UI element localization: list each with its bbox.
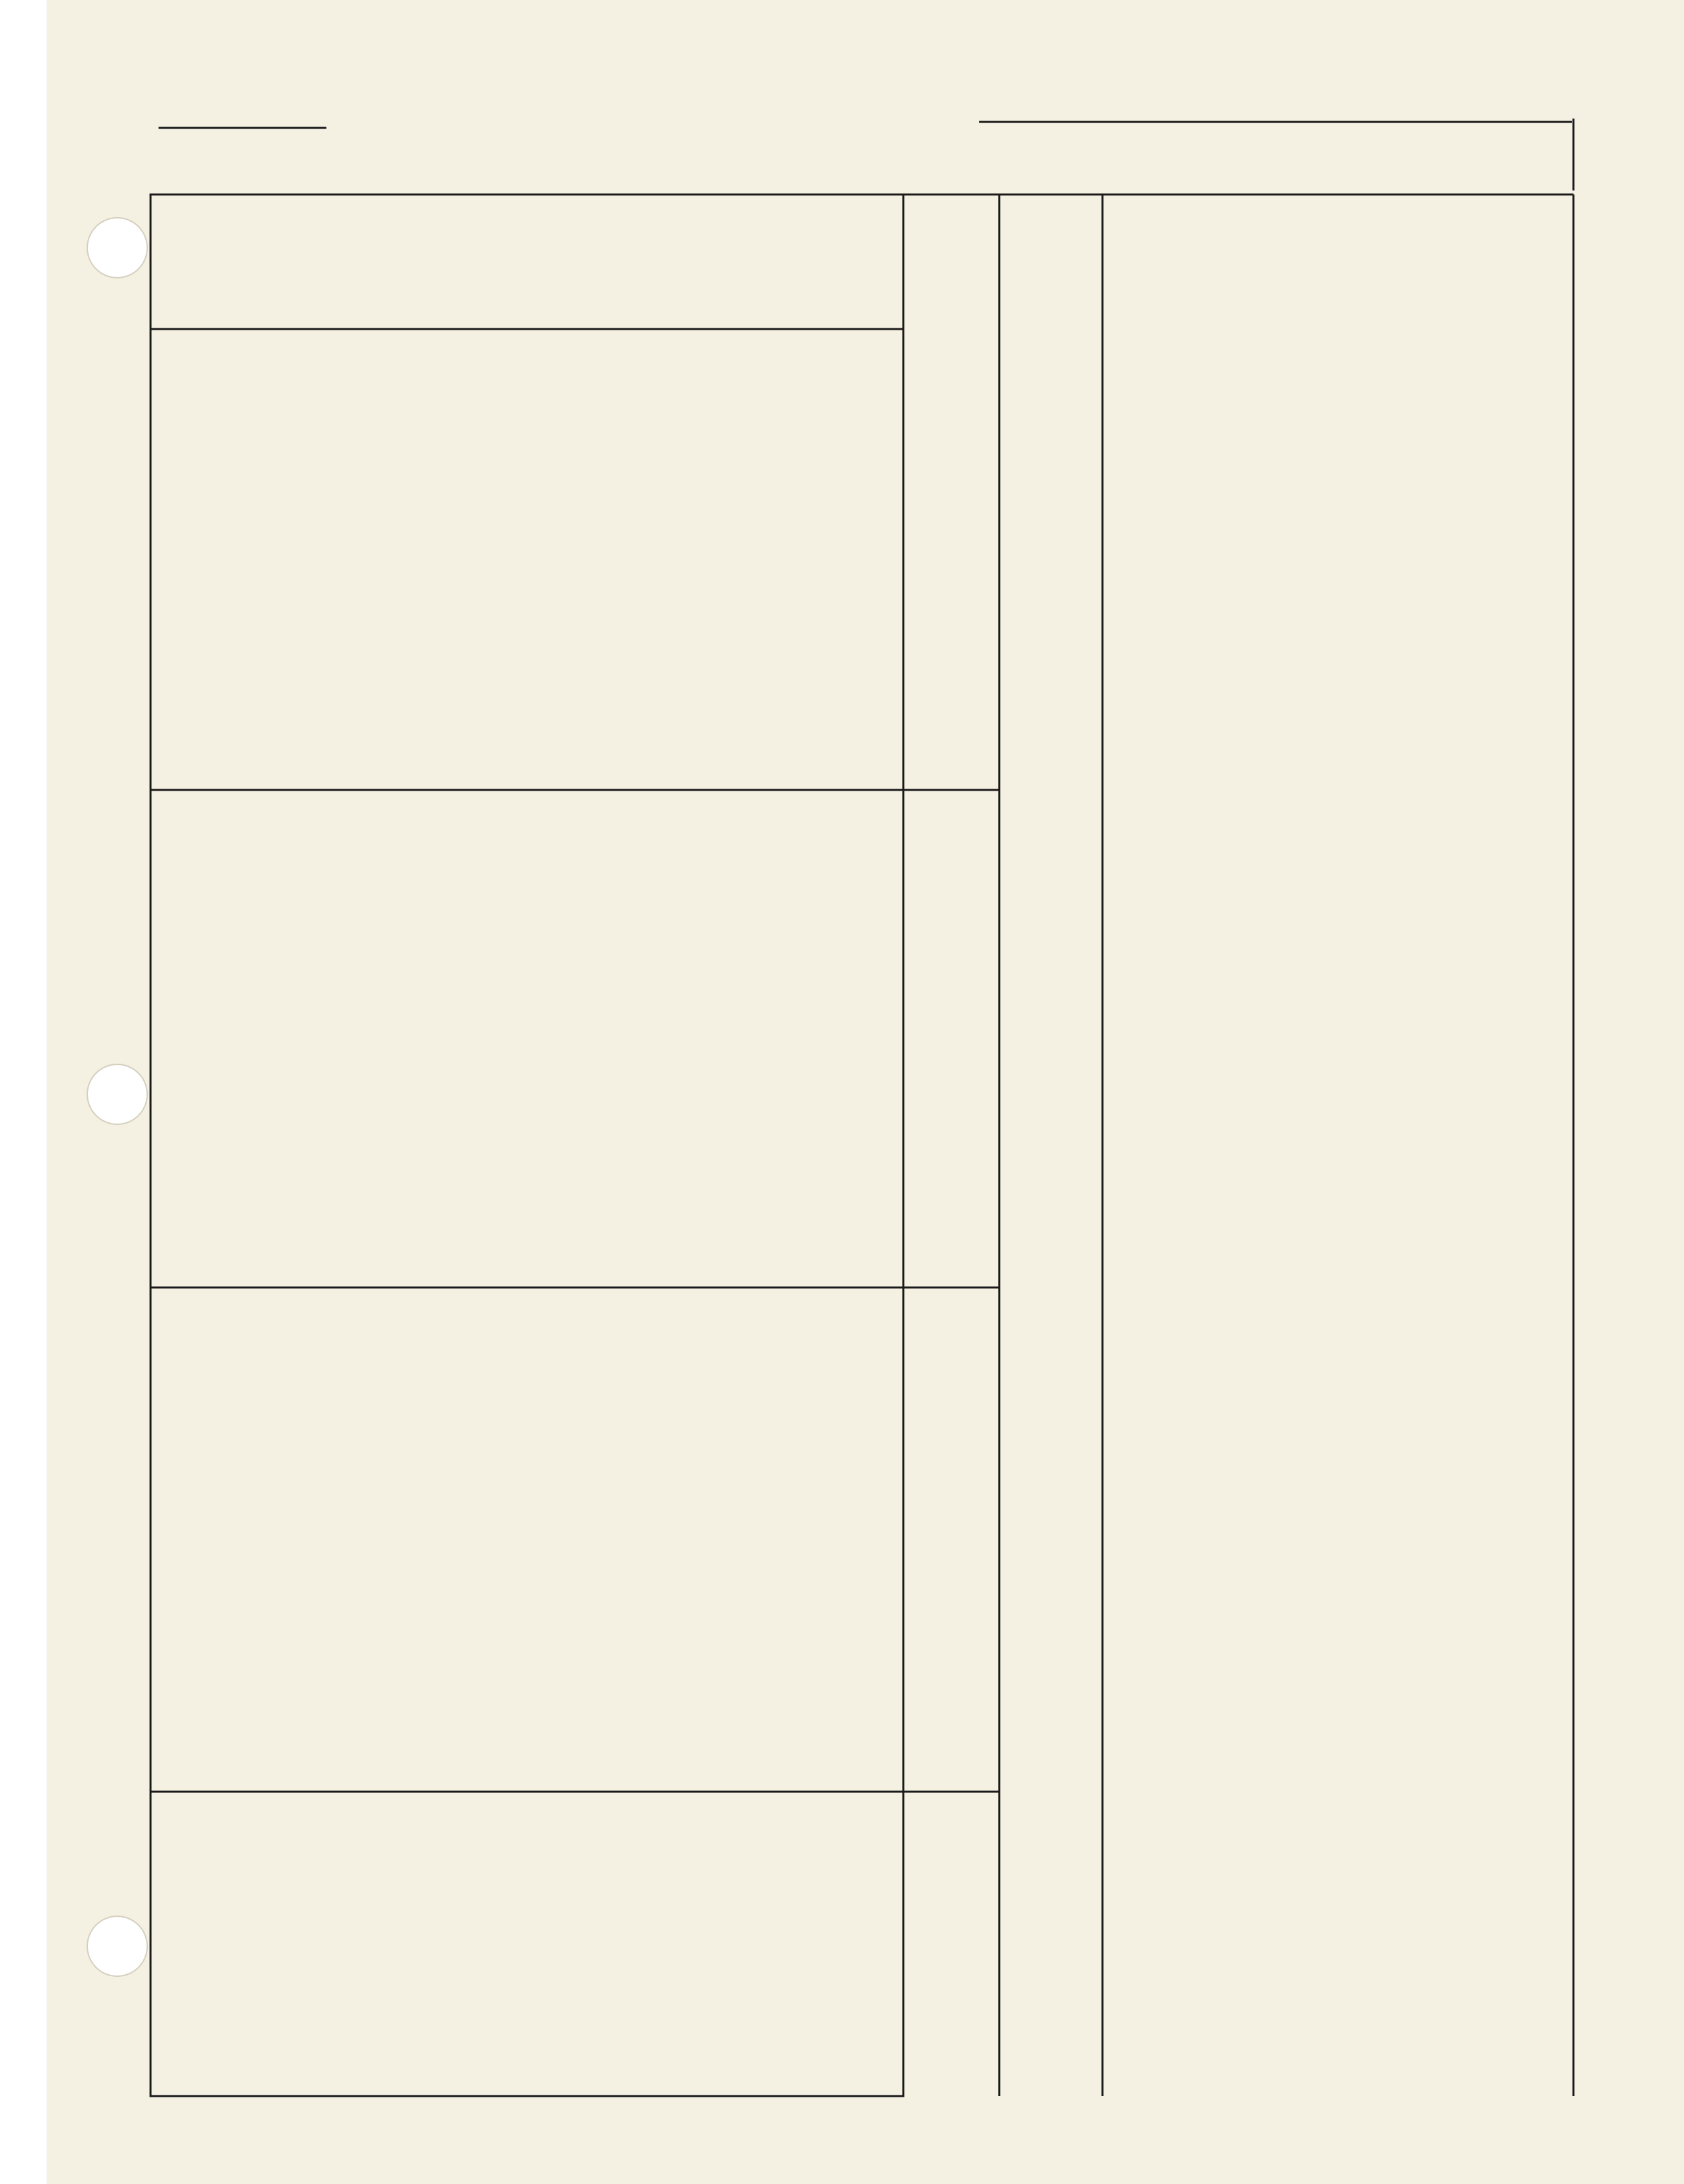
form-page bbox=[47, 0, 1684, 2184]
form-grid bbox=[47, 0, 1684, 2184]
